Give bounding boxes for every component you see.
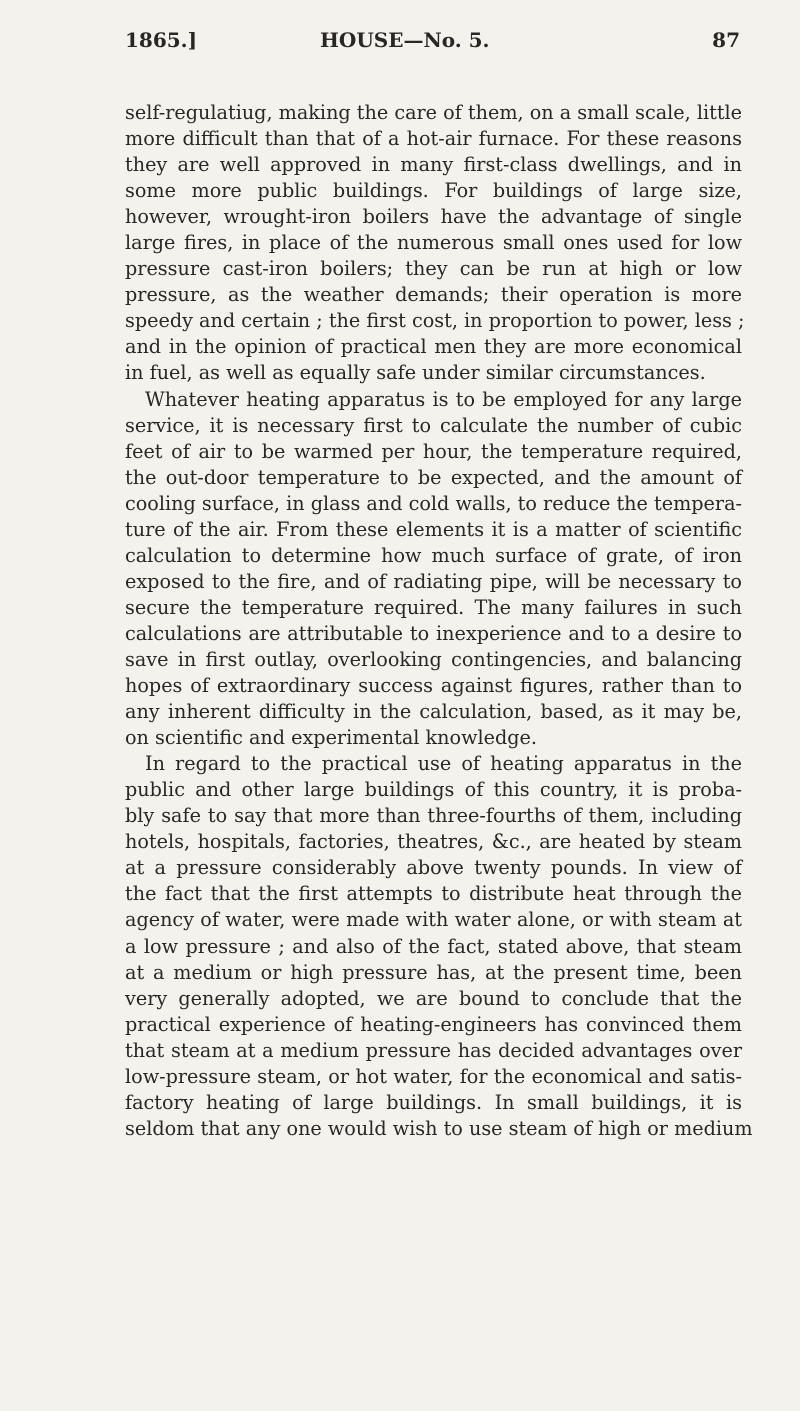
text-line: bly safe to say that more than three-fourths of them, including xyxy=(125,804,742,828)
text-line: pressure, as the weather demands; their operation is more xyxy=(125,283,742,307)
header-title: HOUSE—No. 5. xyxy=(320,28,490,52)
text-line: and in the opinion of practical men they are more economical xyxy=(125,335,742,359)
text-line: a low pressure ; and also of the fact, stated above, that steam xyxy=(125,934,742,958)
text-line: at a pressure considerably above twenty pounds. In view of xyxy=(125,856,742,880)
text-line: service, it is necessary first to calculate the number of cubic xyxy=(125,413,742,437)
text-line: feet of air to be warmed per hour, the temperature required, xyxy=(125,439,742,463)
text-line: Whatever heating apparatus is to be employed for any large xyxy=(145,387,742,411)
text-line: very generally adopted, we are bound to conclude that the xyxy=(125,986,742,1010)
paragraph xyxy=(125,100,745,387)
text-line: save in first outlay, overlooking contingencies, and balancing xyxy=(125,647,742,671)
text-line: at a medium or high pressure has, at the present time, been xyxy=(125,960,742,984)
text-line: hopes of extraordinary success against figures, rather than to xyxy=(125,674,742,698)
running-header xyxy=(125,28,740,56)
text-line: practical experience of heating-engineers has convinced them xyxy=(125,1012,742,1036)
text-line: large fires, in place of the numerous small ones used for low xyxy=(125,231,742,255)
text-line: self-regulatiug, making the care of them, on a small scale, little xyxy=(125,101,743,124)
text-line: any inherent difficulty in the calculation, based, as it may be, xyxy=(125,700,742,724)
text-line: that steam at a medium pressure has decided advantages over xyxy=(125,1038,742,1062)
text-line: ture of the air. From these elements it is a matter of scientific xyxy=(125,517,742,541)
text-line: hotels, hospitals, factories, theatres, &c., are heated by steam xyxy=(125,830,742,854)
text-line: In regard to the practical use of heating apparatus in the xyxy=(145,752,742,776)
text-line: on scientific and experimental knowledge. xyxy=(125,726,538,750)
text-line: they are well approved in many first-class dwellings, and in xyxy=(125,153,742,177)
text-line: more difficult than that of a hot-air furnace. For these reasons xyxy=(125,127,742,151)
page-number: 87 xyxy=(712,28,740,52)
text-line: in fuel, as well as equally safe under similar circumstances. xyxy=(125,361,706,385)
paragraph xyxy=(125,387,742,752)
text-line: factory heating of large buildings. In small buildings, it is xyxy=(125,1090,742,1114)
text-line: secure the temperature required. The many failures in such xyxy=(125,595,742,619)
text-line: calculations are attributable to inexperience and to a desire to xyxy=(125,621,742,645)
text-line: exposed to the fire, and of radiating pipe, will be necessary to xyxy=(125,569,742,593)
text-line: some more public buildings. For buildings of large size, xyxy=(125,179,742,203)
text-line: public and other large buildings of this country, it is proba- xyxy=(125,778,742,802)
text-line: cooling surface, in glass and cold walls, to reduce the tempera- xyxy=(125,491,742,515)
text-line: the fact that the first attempts to distribute heat through the xyxy=(125,882,742,906)
page-body xyxy=(125,100,753,1142)
text-line: seldom that any one would wish to use steam of high or medium xyxy=(125,1116,753,1140)
text-line: pressure cast-iron boilers; they can be run at high or low xyxy=(125,257,742,281)
text-line: low-pressure steam, or hot water, for the economical and satis- xyxy=(125,1064,742,1088)
text-line: agency of water, were made with water alone, or with steam at xyxy=(125,908,742,932)
text-line: however, wrought-iron boilers have the advantage of single xyxy=(125,205,742,229)
paragraph xyxy=(125,751,753,1142)
text-line: speedy and certain ; the first cost, in proportion to power, less ; xyxy=(125,309,745,333)
header-year: 1865.] xyxy=(125,28,198,52)
text-line: calculation to determine how much surface of grate, of iron xyxy=(125,543,742,567)
text-line: the out-door temperature to be expected, and the amount of xyxy=(125,465,742,489)
